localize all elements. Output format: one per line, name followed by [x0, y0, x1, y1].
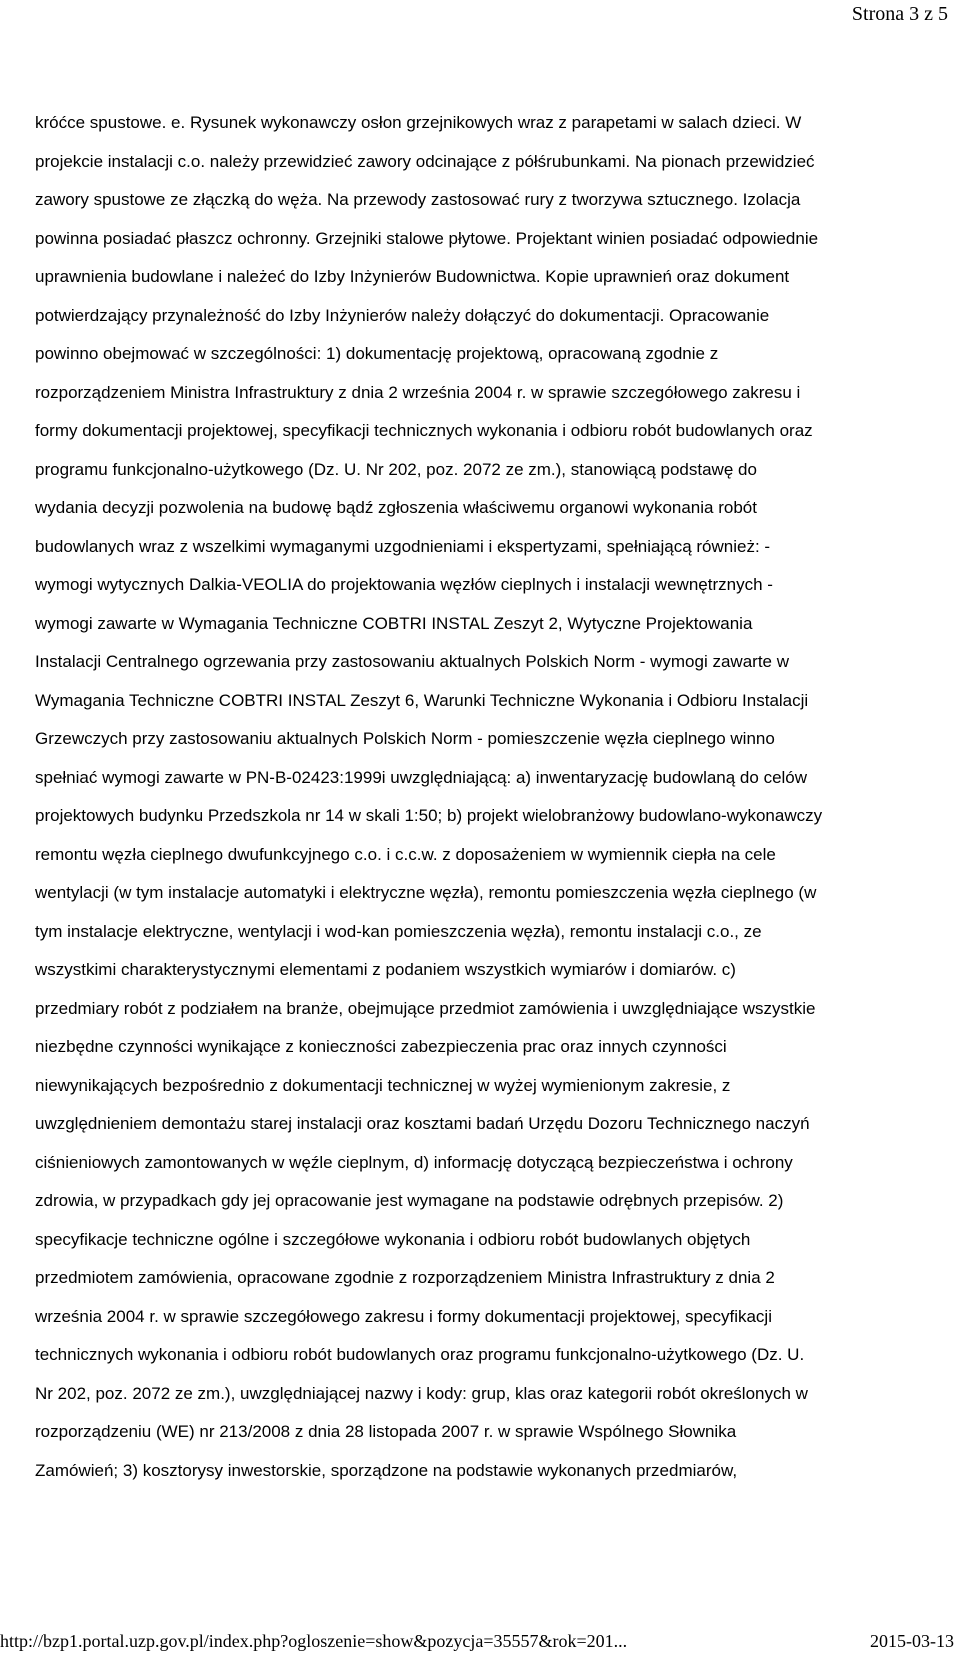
body-text-line: projektowych budynku Przedszkola nr 14 w skali 1:50; b) projekt wielobranżowy budowlano-wykonawczy	[35, 806, 823, 825]
page-footer	[0, 1628, 960, 1654]
body-text-line: spełniać wymogi zawarte w PN-B-02423:1999i uwzględniającą: a) inwentaryzację budowlaną do celów	[35, 767, 808, 787]
body-text-line: uprawnienia budowlane i należeć do Izby Inżynierów Budownictwa. Kopie uprawnień oraz dokument	[35, 267, 790, 286]
body-text-line: powinna posiadać płaszcz ochronny. Grzejniki stalowe płytowe. Projektant winien posiadać odpowiednie	[35, 228, 819, 248]
body-text-line: projekcie instalacji c.o. należy przewidzieć zawory odcinające z półśrubunkami. Na pionach przewidzieć	[35, 151, 815, 171]
body-text-line: Wymagania Techniczne COBTRI INSTAL Zeszyt 6, Warunki Techniczne Wykonania i Odbioru Instalacji	[35, 690, 809, 710]
body-text-line: tym instalacje elektryczne, wentylacji i wod-kan pomieszczenia węzła), remontu instalacji c.o., ze	[35, 921, 762, 941]
footer-date: 2015-03-13	[870, 1631, 954, 1651]
body-text-line: września 2004 r. w sprawie szczegółowego zakresu i formy dokumentacji projektowej, specyfikacji	[35, 1306, 772, 1326]
body-text-line: wymogi wytycznych Dalkia-VEOLIA do projektowania węzłów cieplnych i instalacji wewnętrznych -	[35, 575, 773, 594]
body-text-line: wszystkimi charakterystycznymi elementami z podaniem wszystkich wymiarów i domiarów. c)	[35, 960, 736, 979]
body-text-line: Instalacji Centralnego ogrzewania przy zastosowaniu aktualnych Polskich Norm - wymogi zawarte w	[35, 652, 789, 671]
body-text-line: rozporządzeniem Ministra Infrastruktury z dnia 2 września 2004 r. w sprawie szczegółowego zakresu i	[35, 382, 801, 402]
body-text-line: przedmiary robót z podziałem na branże, obejmujące przedmiot zamówienia i uwzględniające wszystkie	[35, 998, 816, 1018]
body-text-line: wentylacji (w tym instalacje automatyki i elektryczne węzła), remontu pomieszczenia węzła cieplnego (w	[35, 883, 817, 902]
body-text-line: uwzględnieniem demontażu starej instalacji oraz kosztami badań Urzędu Dozoru Technicznego naczyń	[35, 1114, 810, 1133]
body-text-line: specyfikacje techniczne ogólne i szczegółowe wykonania i odbioru robót budowlanych objętych	[35, 1229, 751, 1249]
body-text-line: zdrowia, w przypadkach gdy jej opracowanie jest wymagane na podstawie odrębnych przepisów. 2)	[35, 1191, 784, 1210]
body-text-line: programu funkcjonalno-użytkowego (Dz. U. Nr 202, poz. 2072 ze zm.), stanowiącą podstawę do	[35, 459, 757, 479]
body-text-line: Zamówień; 3) kosztorysy inwestorskie, sporządzone na podstawie wykonanych przedmiarów,	[35, 1460, 738, 1480]
document-body	[35, 104, 955, 1490]
body-text-line: niezbędne czynności wynikające z konieczności zabezpieczenia prac oraz innych czynności	[35, 1037, 727, 1056]
body-text-line: niewynikających bezpośrednio z dokumentacji technicznej w wyżej wymienionym zakresie, z	[35, 1075, 731, 1095]
body-text-line: rozporządzeniu (WE) nr 213/2008 z dnia 28 listopada 2007 r. w sprawie Wspólnego Słownika	[35, 1422, 737, 1441]
body-text-line: technicznych wykonania i odbioru robót budowlanych oraz programu funkcjonalno-użytkowego (Dz. U.	[35, 1345, 805, 1364]
body-text-line: Nr 202, poz. 2072 ze zm.), uwzględniającej nazwy i kody: grup, klas oraz kategorii robót określonych w	[35, 1383, 808, 1403]
body-text-line: ciśnieniowych zamontowanych w węźle cieplnym, d) informację dotyczącą bezpieczeństwa i ochrony	[35, 1152, 793, 1172]
footer-url[interactable]: http://bzp1.portal.uzp.gov.pl/index.php?ogloszenie=show&pozycja=35557&rok=201...	[0, 1631, 628, 1651]
body-text-line: króćce spustowe. e. Rysunek wykonawczy osłon grzejnikowych wraz z parapetami w salach dzieci. W	[35, 113, 802, 132]
body-text-line: potwierdzający przynależność do Izby Inżynierów należy dołączyć do dokumentacji. Opracowanie	[35, 305, 770, 325]
body-text-line: formy dokumentacji projektowej, specyfikacji technicznych wykonania i odbioru robót budowlanych oraz	[35, 421, 813, 440]
body-text-line: budowlanych wraz z wszelkimi wymaganymi uzgodnieniami i ekspertyzami, spełniającą również: -	[35, 536, 771, 556]
body-text-line: zawory spustowe ze złączką do węża. Na przewody zastosować rury z tworzywa sztucznego. Izolacja	[35, 190, 801, 209]
body-text-line: remontu węzła cieplnego dwufunkcyjnego c.o. i c.c.w. z doposażeniem w wymiennik ciepła na cele	[35, 844, 776, 864]
body-text-line: wydania decyzji pozwolenia na budowę bądź zgłoszenia właściwemu organowi wykonania robót	[35, 498, 757, 517]
body-text-line: przedmiotem zamówienia, opracowane zgodnie z rozporządzeniem Ministra Infrastruktury z dnia 2	[35, 1268, 775, 1287]
body-text-line: wymogi zawarte w Wymagania Techniczne COBTRI INSTAL Zeszyt 2, Wytyczne Projektowania	[35, 613, 753, 633]
body-text-line: Grzewczych przy zastosowaniu aktualnych Polskich Norm - pomieszczenie węzła cieplnego winno	[35, 729, 775, 748]
body-text-line: powinno obejmować w szczególności: 1) dokumentację projektową, opracowaną zgodnie z	[35, 344, 719, 363]
page-number: Strona 3 z 5	[851, 3, 948, 25]
